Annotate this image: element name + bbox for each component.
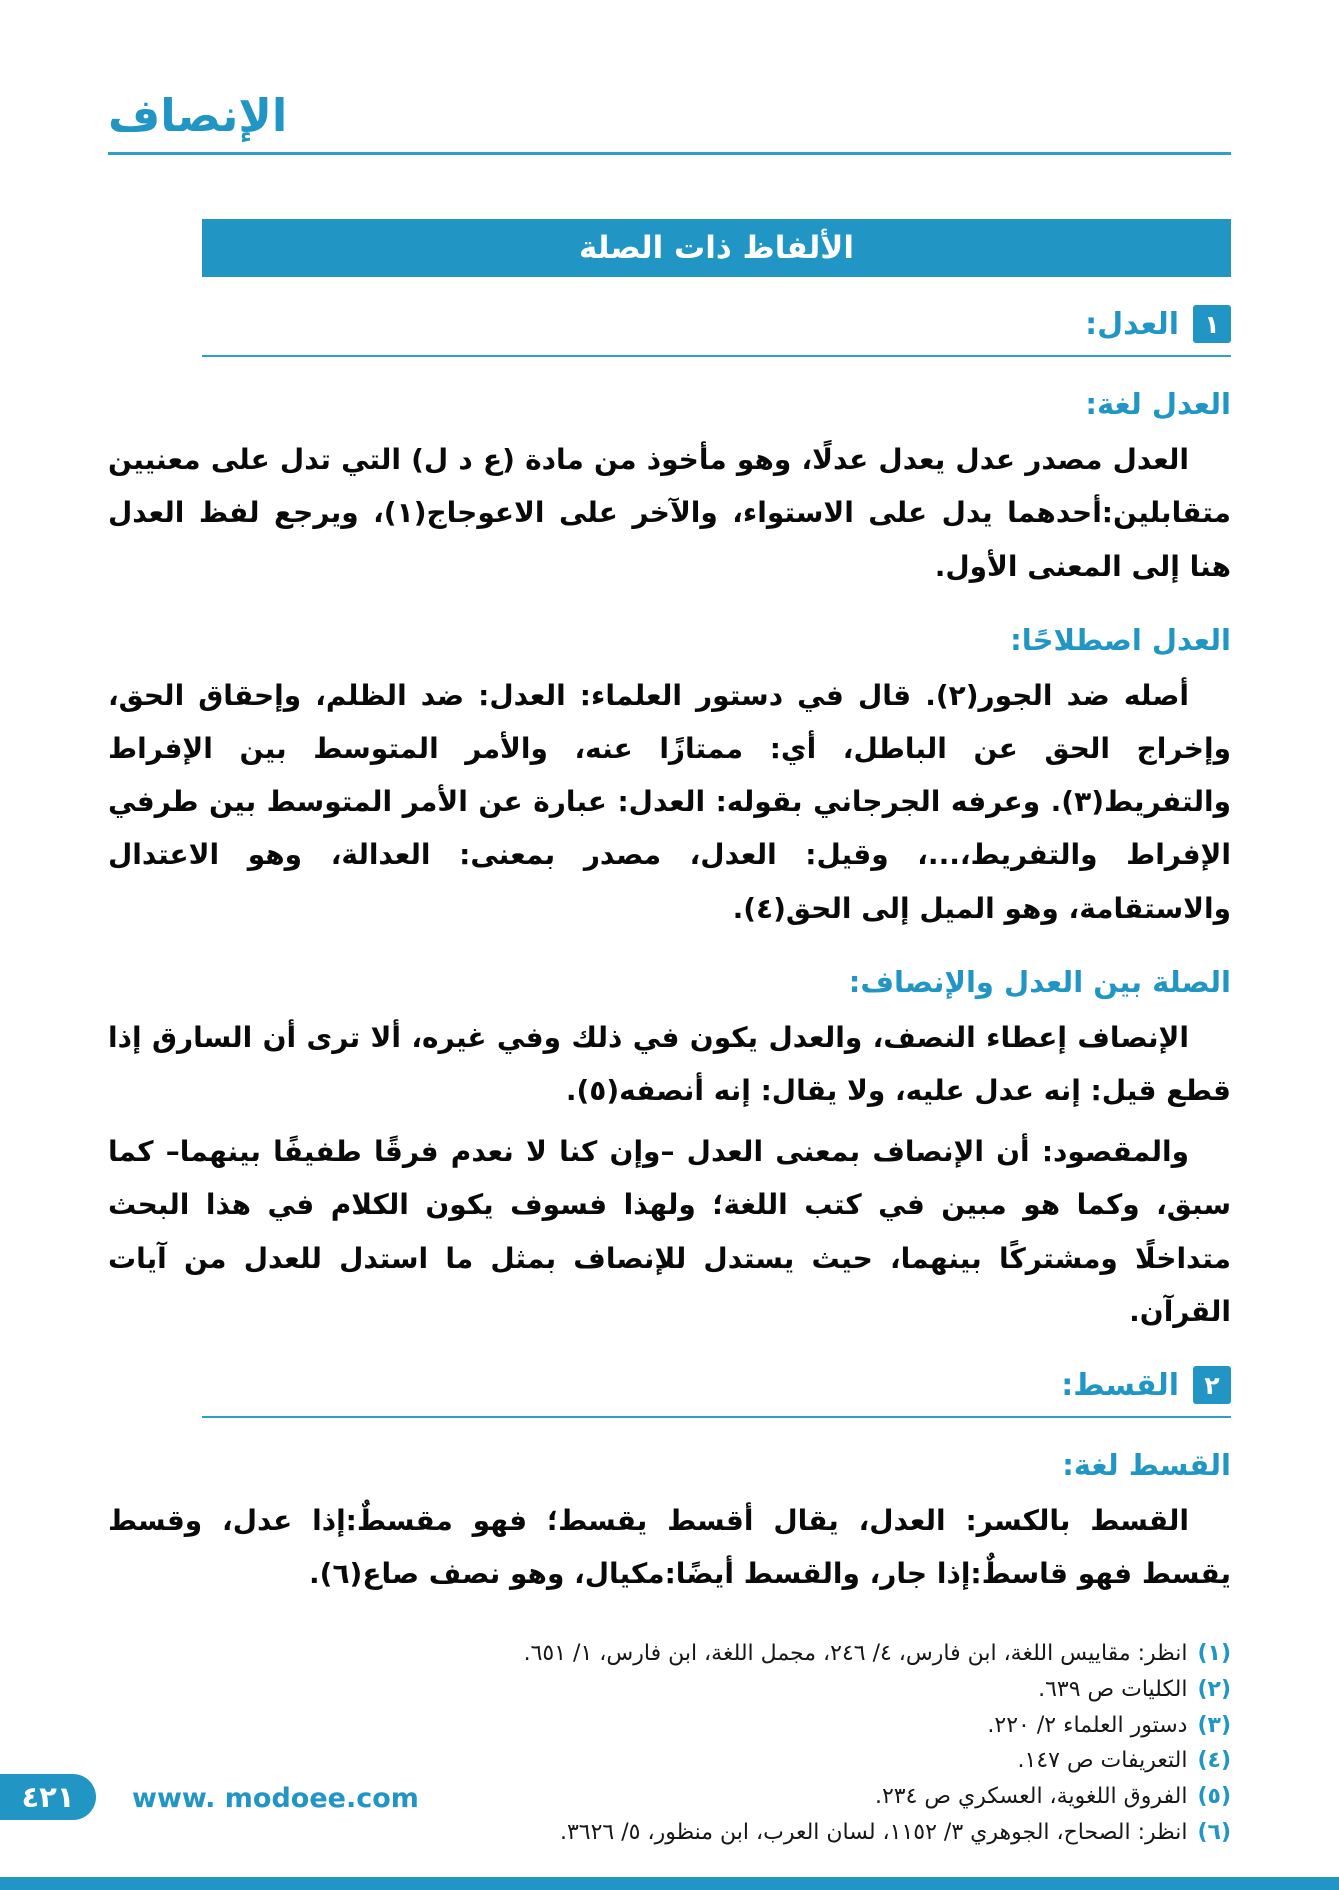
- footnote-text: الفروق اللغوية، العسكري ص ٢٣٤.: [874, 1783, 1188, 1809]
- paragraph-sila-2: والمقصود: أن الإنصاف بمعنى العدل –وإن كنا لا نعدم فرقًا طفيفًا بينهما– كما سبق، وكما هو مبين في كتب اللغة؛ ولهذا فسوف يكون الكلام في هذا البحث متداخلًا ومشتركًا بينهما، حيث يستدل للإنصاف بمثل ما استدل للعدل من آيات القرآن.: [108, 1135, 1231, 1328]
- paragraph-adl-lugha: العدل مصدر عدل يعدل عدلًا، وهو مأخوذ من مادة (ع د ل) التي تدل على معنيين متقابلين:أحدهما يدل على الاستواء، والآخر على الاعوجاج(١)، ويرجع لفظ العدل هنا إلى المعنى الأول.: [108, 443, 1231, 583]
- footnote-text: الكليات ص ٦٣٩.: [1038, 1677, 1188, 1703]
- footnote-marker: (٥): [1197, 1783, 1231, 1809]
- page-number-badge: [0, 1774, 96, 1820]
- section-title-adl: العدل:: [1085, 306, 1179, 342]
- footnotes: [108, 1636, 1231, 1850]
- section-heading-qist: [202, 1366, 1231, 1404]
- subheading-qist-lugha: القسط لغة:: [1062, 1448, 1231, 1483]
- footnote-marker: (٣): [1197, 1712, 1231, 1738]
- footnote-item: [108, 1708, 1231, 1744]
- section-adl: [108, 305, 1231, 1338]
- running-head: [108, 0, 1231, 144]
- footnote-text: انظر: مقاييس اللغة، ابن فارس، ٤/ ٢٤٦، مجمل اللغة، ابن فارس، ١/ ٦٥١.: [523, 1641, 1188, 1667]
- paragraph-sila-1: الإنصاف إعطاء النصف، والعدل يكون في ذلك وفي غيره، ألا ترى أن السارق إذا قطع قيل: إنه عدل عليه، ولا يقال: إنه أنصفه(٥).: [108, 1020, 1231, 1108]
- footnote-marker: (٤): [1197, 1748, 1231, 1774]
- section-heading-adl: [202, 305, 1231, 343]
- section-rule: [202, 1416, 1231, 1418]
- paragraph-qist-lugha: القسط بالكسر: العدل، يقال أقسط يقسط؛ فهو مقسطٌ:إذا عدل، وقسط يقسط فهو قاسطٌ:إذا جار، والقسط أيضًا:مكيال، وهو نصف صاع(٦).: [108, 1504, 1231, 1591]
- footnote-marker: (٢): [1197, 1677, 1231, 1703]
- subheading-adl-istilah: العدل اصطلاحًا:: [1010, 622, 1231, 657]
- subheading-adl-lugha: العدل لغة:: [1085, 387, 1231, 422]
- page-number: ٤٢١: [21, 1780, 75, 1814]
- footnote-item: [108, 1636, 1231, 1672]
- subheading-sila-adl-insaf: الصلة بين العدل والإنصاف:: [848, 964, 1231, 999]
- footnote-item: [108, 1743, 1231, 1779]
- website-text: www. modoee.com: [132, 1783, 419, 1814]
- footnote-text: انظر: الصحاح، الجوهري ٣/ ١١٥٢، لسان العرب، ابن منظور، ٥/ ٣٦٢٦.: [559, 1819, 1188, 1845]
- bottom-bar: [0, 1877, 1339, 1890]
- section-qist: [108, 1366, 1231, 1600]
- section-rule: [202, 355, 1231, 357]
- section-number-badge: ١: [1193, 305, 1231, 343]
- footnote-item: [108, 1815, 1231, 1851]
- header-rule: [108, 152, 1231, 155]
- footnote-marker: (٦): [1197, 1819, 1231, 1845]
- footnote-text: التعريفات ص ١٤٧.: [1017, 1748, 1188, 1774]
- paragraph-adl-istilah: أصله ضد الجور(٢). قال في دستور العلماء: العدل: ضد الظلم، وإحقاق الحق، وإخراج الحق عن الباطل، أي: ممتازًا عنه، والأمر المتوسط بين الإفراط والتفريط(٣). وعرفه الجرجاني بقوله: العدل: عبارة عن الأمر المتوسط بين طرفي الإفراط والتفريط،...، وقيل: العدل، مصدر بمعنى: العدالة، وهو الاعتدال والاستقامة، وهو الميل إلى الحق(٤).: [108, 678, 1231, 925]
- section-number-badge: ٢: [1193, 1366, 1231, 1404]
- footnote-item: [108, 1672, 1231, 1708]
- footnote-marker: (١): [1197, 1641, 1231, 1667]
- section-title-qist: القسط:: [1061, 1367, 1179, 1403]
- banner-title: الألفاظ ذات الصلة: [578, 230, 855, 267]
- footnote-text: دستور العلماء ٢/ ٢٢٠.: [987, 1712, 1188, 1738]
- related-terms-banner: [202, 219, 1231, 277]
- chapter-title: الإنصاف: [108, 89, 288, 142]
